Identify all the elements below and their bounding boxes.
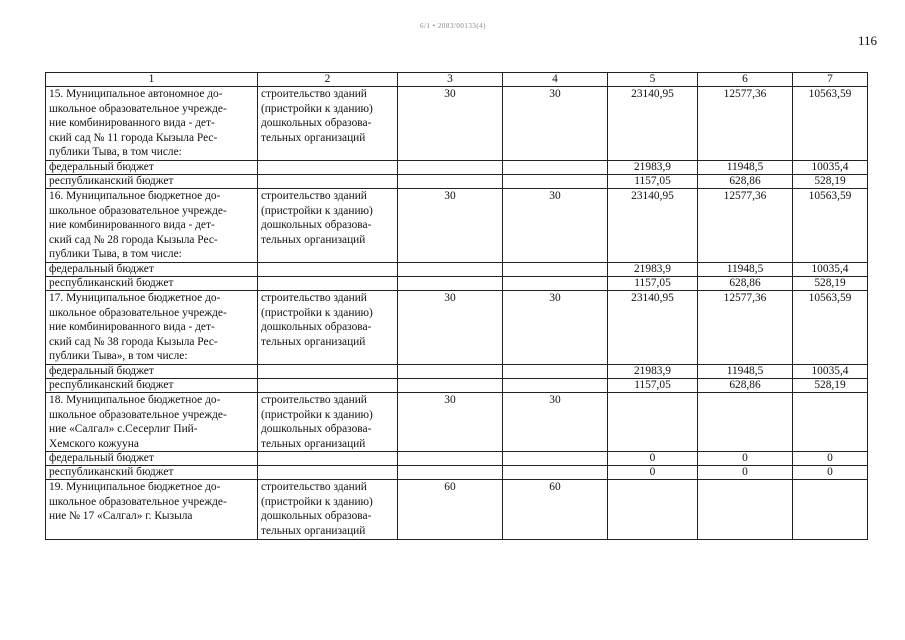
value-col5: 21983,9 [608, 160, 698, 174]
empty-cell [258, 276, 398, 290]
budget-label: республиканский бюджет [46, 174, 258, 188]
value-col7 [793, 480, 868, 539]
value-col5: 1157,05 [608, 276, 698, 290]
value-col5: 21983,9 [608, 262, 698, 276]
value-col5: 23140,95 [608, 290, 698, 364]
purpose-cell: строительство зданий (пристройки к зданию) дошкольных образова- тельных организаций [258, 188, 398, 262]
header-cell: 4 [503, 73, 608, 87]
empty-cell [503, 174, 608, 188]
value-col5: 1157,05 [608, 378, 698, 392]
budget-label: федеральный бюджет [46, 452, 258, 466]
budget-label: федеральный бюджет [46, 364, 258, 378]
empty-cell [398, 452, 503, 466]
budget-label: федеральный бюджет [46, 160, 258, 174]
budget-label: федеральный бюджет [46, 262, 258, 276]
institution-name: 18. Муниципальное бюджетное до- школьное образовательное учрежде- ние «Салгал» с.Сесерлиг Пий- Хемского кожууна [46, 392, 258, 451]
empty-cell [398, 364, 503, 378]
empty-cell [503, 262, 608, 276]
value-col5 [608, 480, 698, 539]
budget-label: республиканский бюджет [46, 378, 258, 392]
header-cell: 7 [793, 73, 868, 87]
value-col6: 12577,36 [698, 87, 793, 161]
budget-row [46, 378, 868, 392]
value-col7 [793, 392, 868, 451]
value-col6: 11948,5 [698, 364, 793, 378]
value-col5: 23140,95 [608, 87, 698, 161]
institution-row [46, 87, 868, 161]
empty-cell [258, 174, 398, 188]
institution-row [46, 480, 868, 539]
value-col4: 30 [503, 392, 608, 451]
purpose-cell: строительство зданий (пристройки к зданию) дошкольных образова- тельных организаций [258, 480, 398, 539]
value-col4: 30 [503, 87, 608, 161]
header-cell: 6 [698, 73, 793, 87]
budget-row [46, 262, 868, 276]
value-col5: 21983,9 [608, 364, 698, 378]
value-col7: 10035,4 [793, 364, 868, 378]
empty-cell [503, 378, 608, 392]
value-col5: 23140,95 [608, 188, 698, 262]
empty-cell [503, 276, 608, 290]
budget-row [46, 452, 868, 466]
budget-row [46, 364, 868, 378]
header-cell: 2 [258, 73, 398, 87]
empty-cell [258, 262, 398, 276]
budget-row [46, 466, 868, 480]
value-col6: 628,86 [698, 378, 793, 392]
value-col6: 0 [698, 452, 793, 466]
value-col6: 628,86 [698, 276, 793, 290]
empty-cell [503, 466, 608, 480]
empty-cell [398, 160, 503, 174]
value-col7: 528,19 [793, 174, 868, 188]
empty-cell [398, 466, 503, 480]
value-col5: 1157,05 [608, 174, 698, 188]
value-col6: 12577,36 [698, 188, 793, 262]
budget-row [46, 174, 868, 188]
empty-cell [398, 378, 503, 392]
institution-row [46, 290, 868, 364]
empty-cell [258, 378, 398, 392]
value-col3: 60 [398, 480, 503, 539]
value-col7: 528,19 [793, 276, 868, 290]
value-col4: 30 [503, 290, 608, 364]
institution-name: 19. Муниципальное бюджетное до- школьное образовательное учрежде- ние № 17 «Салгал» г. Кызыла [46, 480, 258, 539]
empty-cell [503, 160, 608, 174]
institution-name: 16. Муниципальное бюджетное до- школьное образовательное учрежде- ние комбинированного вида - дет- ский сад № 28 города Кызыла Рес- публики Тыва, в том числе: [46, 188, 258, 262]
value-col5 [608, 392, 698, 451]
empty-cell [258, 466, 398, 480]
value-col7: 528,19 [793, 378, 868, 392]
budget-label: республиканский бюджет [46, 466, 258, 480]
value-col5: 0 [608, 452, 698, 466]
value-col3: 30 [398, 87, 503, 161]
document-code: 6/1 • 2083/00133(4) [420, 22, 487, 30]
value-col6: 628,86 [698, 174, 793, 188]
purpose-cell: строительство зданий (пристройки к зданию) дошкольных образова- тельных организаций [258, 290, 398, 364]
empty-cell [503, 452, 608, 466]
value-col6: 0 [698, 466, 793, 480]
budget-row [46, 160, 868, 174]
empty-cell [503, 364, 608, 378]
empty-cell [258, 160, 398, 174]
value-col4: 60 [503, 480, 608, 539]
header-cell: 3 [398, 73, 503, 87]
empty-cell [398, 174, 503, 188]
purpose-cell: строительство зданий (пристройки к зданию) дошкольных образова- тельных организаций [258, 392, 398, 451]
empty-cell [258, 452, 398, 466]
value-col7: 10035,4 [793, 160, 868, 174]
value-col6: 12577,36 [698, 290, 793, 364]
budget-label: республиканский бюджет [46, 276, 258, 290]
value-col5: 0 [608, 466, 698, 480]
value-col3: 30 [398, 290, 503, 364]
institution-name: 15. Муниципальное автономное до- школьное образовательное учрежде- ние комбинированного вида - дет- ский сад № 11 города Кызыла Рес- публики Тыва, в том числе: [46, 87, 258, 161]
empty-cell [258, 364, 398, 378]
table-body [46, 73, 868, 540]
header-cell: 1 [46, 73, 258, 87]
value-col7: 10035,4 [793, 262, 868, 276]
value-col7: 10563,59 [793, 188, 868, 262]
institution-row [46, 188, 868, 262]
value-col6: 11948,5 [698, 160, 793, 174]
value-col7: 0 [793, 466, 868, 480]
value-col3: 30 [398, 392, 503, 451]
institution-row [46, 392, 868, 451]
empty-cell [398, 262, 503, 276]
purpose-cell: строительство зданий (пристройки к зданию) дошкольных образова- тельных организаций [258, 87, 398, 161]
empty-cell [398, 276, 503, 290]
header-row [46, 73, 868, 87]
value-col6 [698, 392, 793, 451]
budget-table [45, 72, 868, 540]
institution-name: 17. Муниципальное бюджетное до- школьное образовательное учрежде- ние комбинированного вида - дет- ский сад № 38 города Кызыла Рес- публики Тыва», в том числе: [46, 290, 258, 364]
value-col7: 0 [793, 452, 868, 466]
value-col4: 30 [503, 188, 608, 262]
value-col7: 10563,59 [793, 290, 868, 364]
value-col3: 30 [398, 188, 503, 262]
value-col6: 11948,5 [698, 262, 793, 276]
budget-row [46, 276, 868, 290]
value-col7: 10563,59 [793, 87, 868, 161]
page-number: 116 [858, 33, 878, 48]
header-cell: 5 [608, 73, 698, 87]
value-col6 [698, 480, 793, 539]
